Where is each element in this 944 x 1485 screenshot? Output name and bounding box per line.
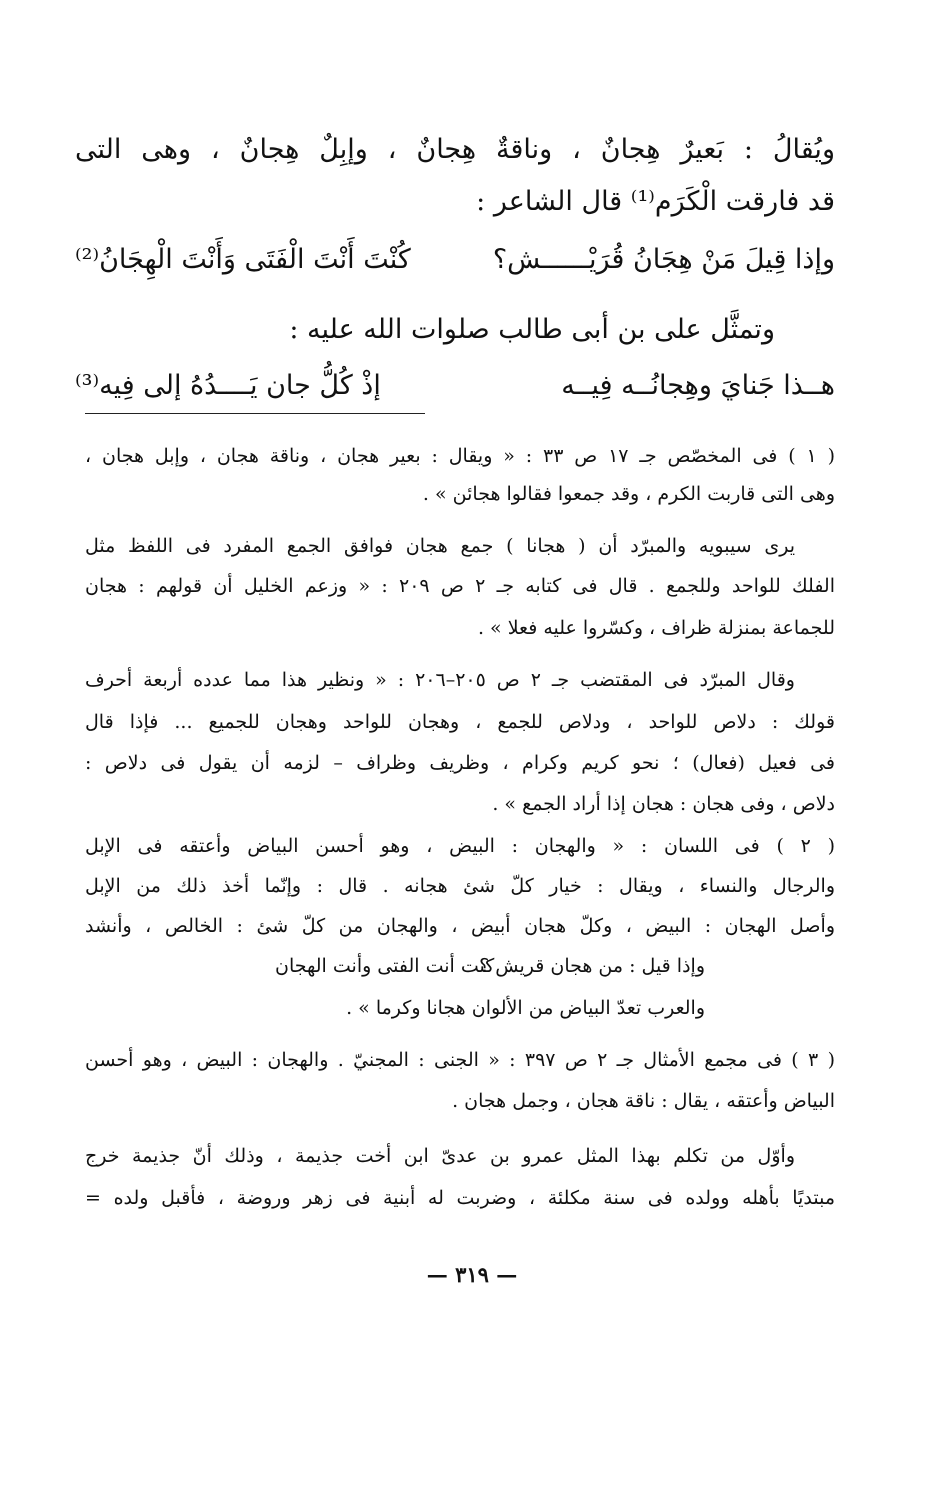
verse-1-first-hemistich: وإذا قِيلَ مَنْ هِجَانُ قُرَيْــــــش؟ — [492, 244, 835, 275]
footnote-line: البياض وأعتقه ، يقال : ناقة هجان ، وجمل هجان . — [452, 1090, 835, 1112]
footnote-line: وهى التى قاربت الكرم ، وقد جمعوا فقالوا هجائن » . — [422, 483, 835, 505]
footnote-separator — [85, 413, 425, 414]
footnote-line: الفلك للواحد وللجمع . قال فى كتابه جـ ٢ ص ٢٠٩ : « وزعم الخليل أن قولهم : هجان — [85, 575, 835, 597]
footnote-line: ( ٣ ) فى مجمع الأمثال جـ ٢ ص ٣٩٧ : « الجنى : المجنيّ . والهجان : البيض ، وهو أحسن — [85, 1049, 835, 1071]
verse-2-second-hemistich: إذْ كُلُّ جان يَــــدُهُ إلى فِيه⁽³⁾ — [75, 370, 381, 401]
verse-2 — [75, 364, 835, 408]
footnote-line: ( ١ ) فى المخصّص جـ ١٧ ص ٣٣ : « ويقال : بعير هجان ، وناقة هجان ، وإبل هجان ، — [85, 445, 835, 467]
footnote-verse-second-hemistich: كنت أنت الفتى وأنت الهجان — [275, 955, 495, 977]
footnote-line: وأوّل من تكلم بهذا المثل عمرو بن عدىّ ابن أخت جذيمة ، وذلك أنّ جذيمة خرج — [85, 1145, 795, 1167]
footnote-verse-first-hemistich: وإذا قيل : من هجان قريش ؟ — [479, 955, 705, 977]
page-number: — ٣١٩ — — [426, 1262, 518, 1287]
footnote-line: مبتديًا بأهله وولده فى سنة مكلئة ، وضربت له أبنية فى زهر وروضة ، فأقبل ولده = — [85, 1187, 835, 1209]
footnote-line: دلاص ، وفى هجان : هجان إذا أراد الجمع » . — [492, 793, 835, 815]
footnote-line: وأصل الهجان : البيض ، وكلّ هجان أبيض ، والهجان من كلّ شئ : الخالص ، وأنشد — [85, 915, 835, 937]
footnote-line: يرى سيبويه والمبرّد أن ( هجانا ) جمع هجان فوافق الجمع المفرد فى اللفظ مثل — [85, 535, 795, 557]
footnote-line: والرجال والنساء ، ويقال : خيار كلّ شئ هجانه . قال : وإنّما أخذ ذلك من الإبل — [85, 875, 835, 897]
footnote-line: فى فعيل (فعال) ؛ نحو كريم وكرام ، وظريف وظراف – لزمه أن يقول فى دلاص : — [85, 752, 835, 774]
main-line-2: قد فارقت الْكَرَم⁽¹⁾ قال الشاعر : — [476, 186, 835, 217]
verse-1 — [75, 238, 835, 282]
footnote-line: للجماعة بمنزلة ظراف ، وكسّروا عليه فعلا » . — [477, 617, 835, 639]
main-line-3: وتمثَّل على بن أبى طالب صلوات الله عليه : — [289, 314, 775, 345]
footnote-line: ( ٢ ) فى اللسان : « والهجان : البيض ، وهو أحسن البياض وأعتقه فى الإبل — [85, 835, 835, 857]
main-line-1: ويُقالُ : بَعيرٌ هِجانٌ ، وناقةٌ هِجانٌ ، وإبِلٌ هِجانٌ ، وهى التى — [75, 134, 835, 165]
footnote-line: قولك : دلاص للواحد ، ودلاص للجمع ، وهجان للواحد وهجان للجميع ... فإذا قال — [85, 711, 835, 733]
footnote-line: والعرب تعدّ البياض من الألوان هجانا وكرما » . — [346, 997, 705, 1019]
footnote-line: وقال المبرّد فى المقتضب جـ ٢ ص ٢٠٥–٢٠٦ : « ونظير هذا مما عدده أربعة أحرف — [85, 669, 795, 691]
verse-2-first-hemistich: هــذا جَنايَ وهِجانُــه فِيــه — [561, 370, 835, 401]
verse-1-second-hemistich: كُنْتَ أَنْتَ الْفَتَى وَأَنْتَ الْهِجَانُ⁽²⁾ — [75, 244, 411, 275]
footnote-verse — [85, 946, 835, 986]
